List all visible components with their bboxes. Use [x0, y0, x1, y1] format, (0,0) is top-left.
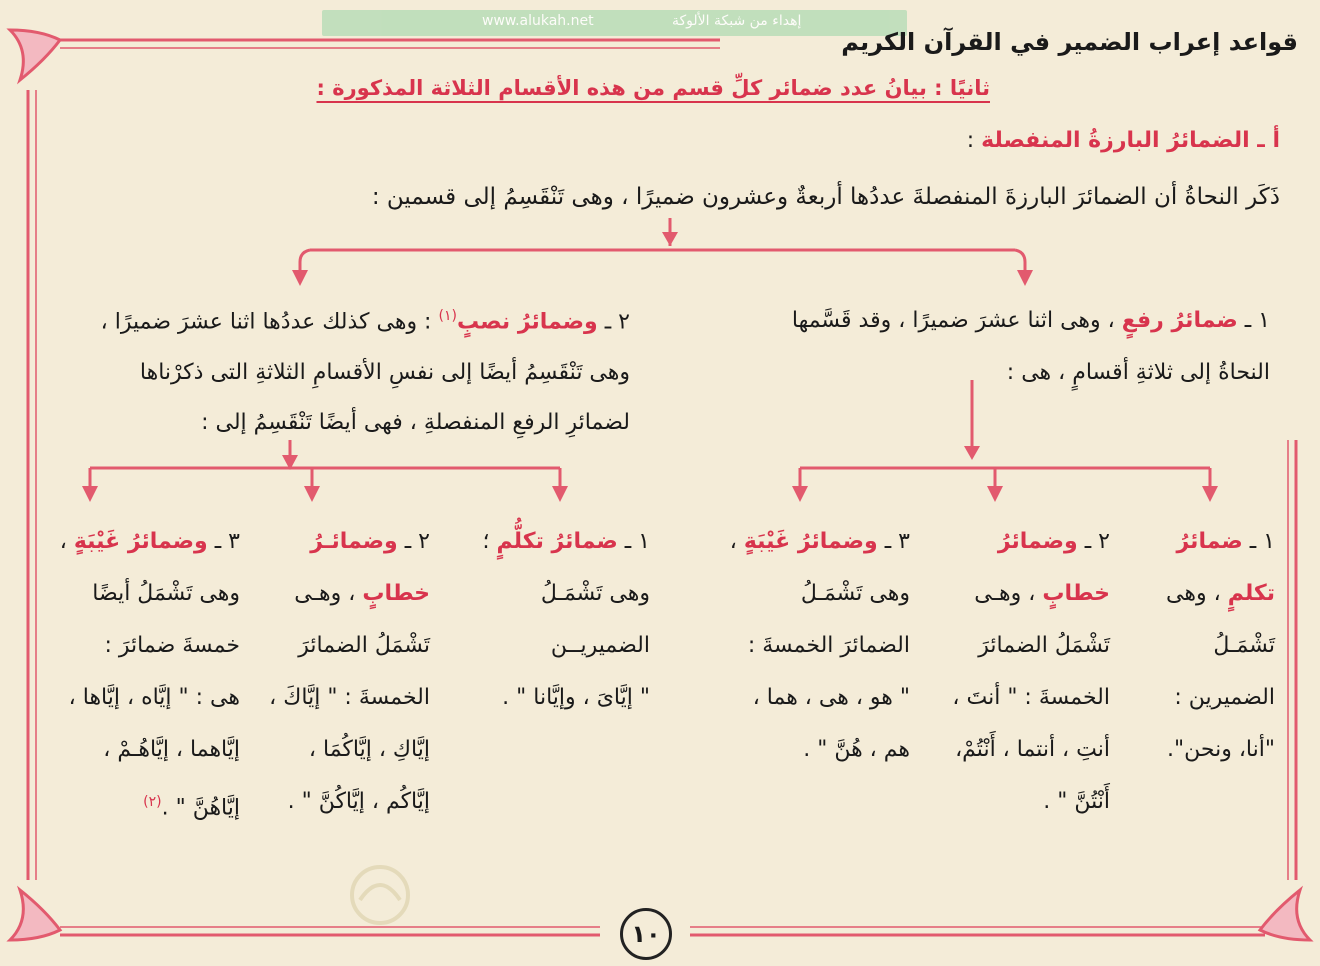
- rafa-col-3-text-0: ،: [729, 529, 737, 554]
- rafa-col-3-label: وضمائرُ غَيْبَةٍ: [743, 529, 878, 554]
- rafa-col-2-num: ٢ ـ: [1084, 529, 1110, 554]
- nasb-num: ٢ ـ: [604, 309, 630, 335]
- nasb-col-2-label: وضمائـرُ: [310, 529, 398, 554]
- nasb-col-2-text-4: إيَّاكُم ، إيَّاكُنَّ " .: [287, 789, 430, 814]
- part-a-suffix: :: [966, 128, 975, 153]
- rafa-line-2: النحاةُ إلى ثلاثةِ أقسامٍ ، هى :: [1006, 360, 1270, 385]
- nasb-col-2-text-2: الخمسةَ : " إيَّاكَ ،: [269, 685, 430, 710]
- nasb-col-2-label2: خطابٍ: [362, 581, 430, 606]
- nasb-col-3-num: ٣ ـ: [214, 529, 240, 554]
- nasb-col-1-text-1: وهى تَشْمَـلُ: [540, 581, 650, 606]
- rafa-col-2-text-1: تَشْمَلُ الضمائرَ: [978, 633, 1110, 658]
- nasb-col-2-head: [269, 516, 430, 568]
- rafa-col-1: [1166, 516, 1275, 776]
- rafa-col-2-text-0: ، وهـى: [974, 581, 1036, 606]
- nasb-col-1-text-2: الضميريــن: [550, 633, 650, 658]
- rafa-col-3-text-3: " هو ، هى ، هما ،: [752, 685, 910, 710]
- nasb-col-1: [483, 516, 650, 724]
- rafa-col-2-label: وضمائرُ: [997, 529, 1078, 554]
- rafa-col-2-text-3: أنتِ ، أنتما ، أَنْتُمْ،: [955, 737, 1110, 762]
- part-a-label: أ ـ الضمائرُ البارزةُ المنفصلة: [981, 128, 1280, 153]
- nasb-line-1: [101, 308, 630, 334]
- rafa-col-1-head: [1166, 516, 1275, 568]
- rafa-col-3: [730, 516, 910, 776]
- nasb-col-3-text-0: ،: [59, 529, 67, 554]
- rafa-col-1-label2: تكلمٍ: [1227, 581, 1275, 606]
- nasb-col-2-text-1: تَشْمَلُ الضمائرَ: [298, 633, 430, 658]
- nasb-col-1-label: ضمائرُ تكلُّمٍ: [496, 529, 618, 554]
- nasb-line-3: لضمائرِ الرفعِ المنفصلةِ ، فهى أيضًا تَنْقَسِمُ إلى :: [201, 410, 630, 435]
- nasb-col-1-text-0: ؛: [482, 529, 490, 554]
- rafa-col-2-text-4: أَنْتُنَّ " .: [1043, 789, 1110, 814]
- nasb-line-2: وهى تَنْقَسِمُ أيضًا إلى نفسِ الأقسامِ الثلاثةِ التى ذكرْناها: [139, 360, 630, 385]
- page-number: ١٠: [620, 908, 672, 960]
- rafa-col-2-head: [952, 516, 1110, 568]
- rafa-col-1-num: ١ ـ: [1249, 529, 1275, 554]
- section-heading: ثانيًا : بيانُ عدد ضمائر كلِّ قسم من هذه الأقسام الثلاثة المذكورة :: [316, 76, 990, 100]
- nasb-col-1-text-3: " إيَّاىَ ، وإيَّانا " .: [502, 685, 650, 710]
- rafa-line-1: [792, 308, 1270, 333]
- publisher-logo: [340, 860, 420, 930]
- nasb-col-3-text-5: إيَّاهُنَّ " .: [161, 795, 240, 821]
- rafa-num: ١ ـ: [1244, 308, 1270, 333]
- rafa-col-2: [952, 516, 1110, 828]
- rafa-text-1: ، وهى اثنا عشرَ ضميرًا ، وقد قَسَّمها: [791, 308, 1115, 333]
- rafa-col-2-label2: خطابٍ: [1042, 581, 1110, 606]
- nasb-col-1-head: [483, 516, 650, 568]
- nasb-col-3-head: [60, 516, 240, 568]
- nasb-text-1: : وهى كذلك عددُها اثنا عشرَ ضميرًا ،: [100, 309, 432, 335]
- rafa-col-3-num: ٣ ـ: [884, 529, 910, 554]
- rafa-col-3-text-1: وهى تَشْمَـلُ: [800, 581, 910, 606]
- nasb-col-3-line-5: [60, 776, 240, 834]
- rafa-col-1-label: ضمائرُ: [1176, 529, 1243, 554]
- rafa-col-1-text-0: ، وهى: [1166, 581, 1221, 606]
- rafa-col-2-line-1: [952, 568, 1110, 620]
- rafa-col-3-text-4: هم ، هُنَّ " .: [803, 737, 910, 762]
- nasb-col-2-text-0: ، وهـى: [294, 581, 356, 606]
- nasb-col-2: [269, 516, 430, 828]
- rafa-col-1-line-1: [1166, 568, 1275, 620]
- banner-url: www.alukah.net: [482, 13, 594, 29]
- rafa-col-1-text-1: تَشْمَـلُ: [1213, 633, 1275, 658]
- nasb-col-3-footnote: (٢): [143, 794, 162, 810]
- nasb-col-3: [60, 516, 240, 834]
- nasb-col-3-text-1: وهى تَشْمَلُ أيضًا: [92, 581, 240, 606]
- banner-text: إهداء من شبكة الألوكة: [672, 13, 802, 29]
- intro-line: ذَكَر النحاةُ أن الضمائرَ البارزةَ المنفصلةَ عددُها أربعةٌ وعشرون ضميرًا ، وهى تَنْقَسِمُ إلى قسمين :: [371, 184, 1280, 210]
- rafa-col-3-head: [730, 516, 910, 568]
- nasb-col-2-num: ٢ ـ: [404, 529, 430, 554]
- rafa-col-2-text-2: الخمسةَ : " أنتَ ،: [952, 685, 1110, 710]
- nasb-col-2-text-3: إيَّاكِ ، إيَّاكُمَا ،: [308, 737, 430, 762]
- nasb-col-3-text-2: خمسةَ ضمائرَ :: [104, 633, 240, 658]
- page-title: قواعد إعراب الضمير في القرآن الكريم: [841, 28, 1298, 56]
- nasb-col-1-num: ١ ـ: [624, 529, 650, 554]
- rafa-col-1-text-3: "أنا، ونحن".: [1167, 737, 1275, 762]
- nasb-footnote: (١): [438, 308, 457, 324]
- rafa-col-1-text-2: الضميرين :: [1174, 685, 1275, 710]
- nasb-col-3-text-4: إيَّاهما ، إيَّاهُـمْ ،: [103, 737, 240, 762]
- nasb-col-3-text-3: هى : " إيَّاه ، إيَّاها ،: [68, 685, 240, 710]
- nasb-col-2-line-1: [269, 568, 430, 620]
- nasb-col-3-label: وضمائرُ غَيْبَةٍ: [73, 529, 208, 554]
- nasb-label: وضمائرُ نصبٍ: [456, 309, 598, 335]
- rafa-label: ضمائرُ رفعٍ: [1121, 308, 1238, 333]
- rafa-col-3-text-2: الضمائرَ الخمسةَ :: [747, 633, 910, 658]
